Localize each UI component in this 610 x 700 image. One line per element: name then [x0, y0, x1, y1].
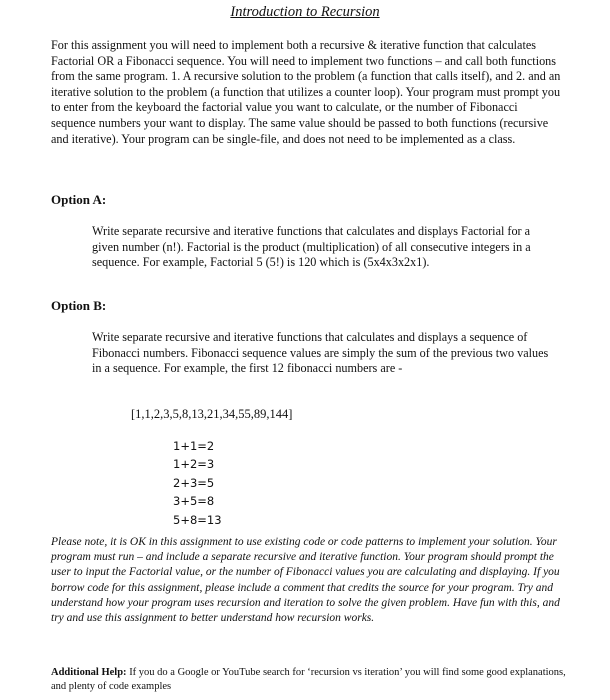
- option-a-heading: Option A:: [51, 192, 107, 207]
- fibonacci-sequence: [1,1,2,3,5,8,13,21,34,55,89,144]: [131, 407, 293, 421]
- intro-paragraph: For this assignment you will need to implement both a recursive & iterative function that calculates Factorial OR a Fibonacci sequence. You will need to implement two functions – and call both functions from the same program. 1. A recursive solution to the problem (a function that calls itself), and 2. and an iterative solution to the problem (a function that utilizes a counter loop). Your program must prompt you to enter from the keyboard the factorial value you want to calculate, or the number of Fibonacci sequence numbers your want to display. The same value should be passed to both functions (recursive and iterative). Your program can be single-file, and does not need to be implemented as a class.: [51, 38, 561, 146]
- additional-help: [51, 666, 571, 694]
- option-a-description: Write separate recursive and iterative functions that calculates and displays Factorial for a given number (n!). Factorial is the product (multiplication) of all consecutive integers in a sequence. For example, Factorial 5 (5!) is 120 which is (5x4x3x2x1).: [92, 224, 531, 270]
- example-line: 5+8=13: [173, 512, 222, 527]
- note-paragraph: Please note, it is OK in this assignment to use existing code or code patterns to implement your solution. Your program must run – and include a separate recursive and iterative function. Your program should prompt the user to input the Factorial value, or the number of Fibonacci values you are calculating and displaying. If you borrow code for this assignment, please include a comment that credits the source for your program. Try and understand how your program uses recursion and iteration to solve the given problem. Have fun with this, and try and use this assignment to better understand how recursion works.: [51, 536, 560, 625]
- example-line: 2+3=5: [173, 475, 215, 490]
- example-line: 1+2=3: [173, 457, 215, 472]
- option-b-description: Write separate recursive and iterative functions that calculates and displays a sequence of Fibonacci numbers. Fibonacci sequence values are simply the sum of the previous two values in a sequence. For example, the first 12 fibonacci numbers are -: [92, 330, 549, 376]
- example-line: 3+5=8: [173, 494, 215, 509]
- fibonacci-examples: [173, 437, 222, 529]
- option-b-heading: Option B:: [51, 298, 107, 313]
- help-text: If you do a Google or YouTube search for ‘recursion vs iteration’ you will find some good explanations, and plenty of code examples: [51, 667, 566, 692]
- example-line: 1+1=2: [173, 439, 215, 453]
- help-label: Additional Help:: [51, 667, 127, 678]
- document-title: Introduction to Recursion: [230, 4, 380, 20]
